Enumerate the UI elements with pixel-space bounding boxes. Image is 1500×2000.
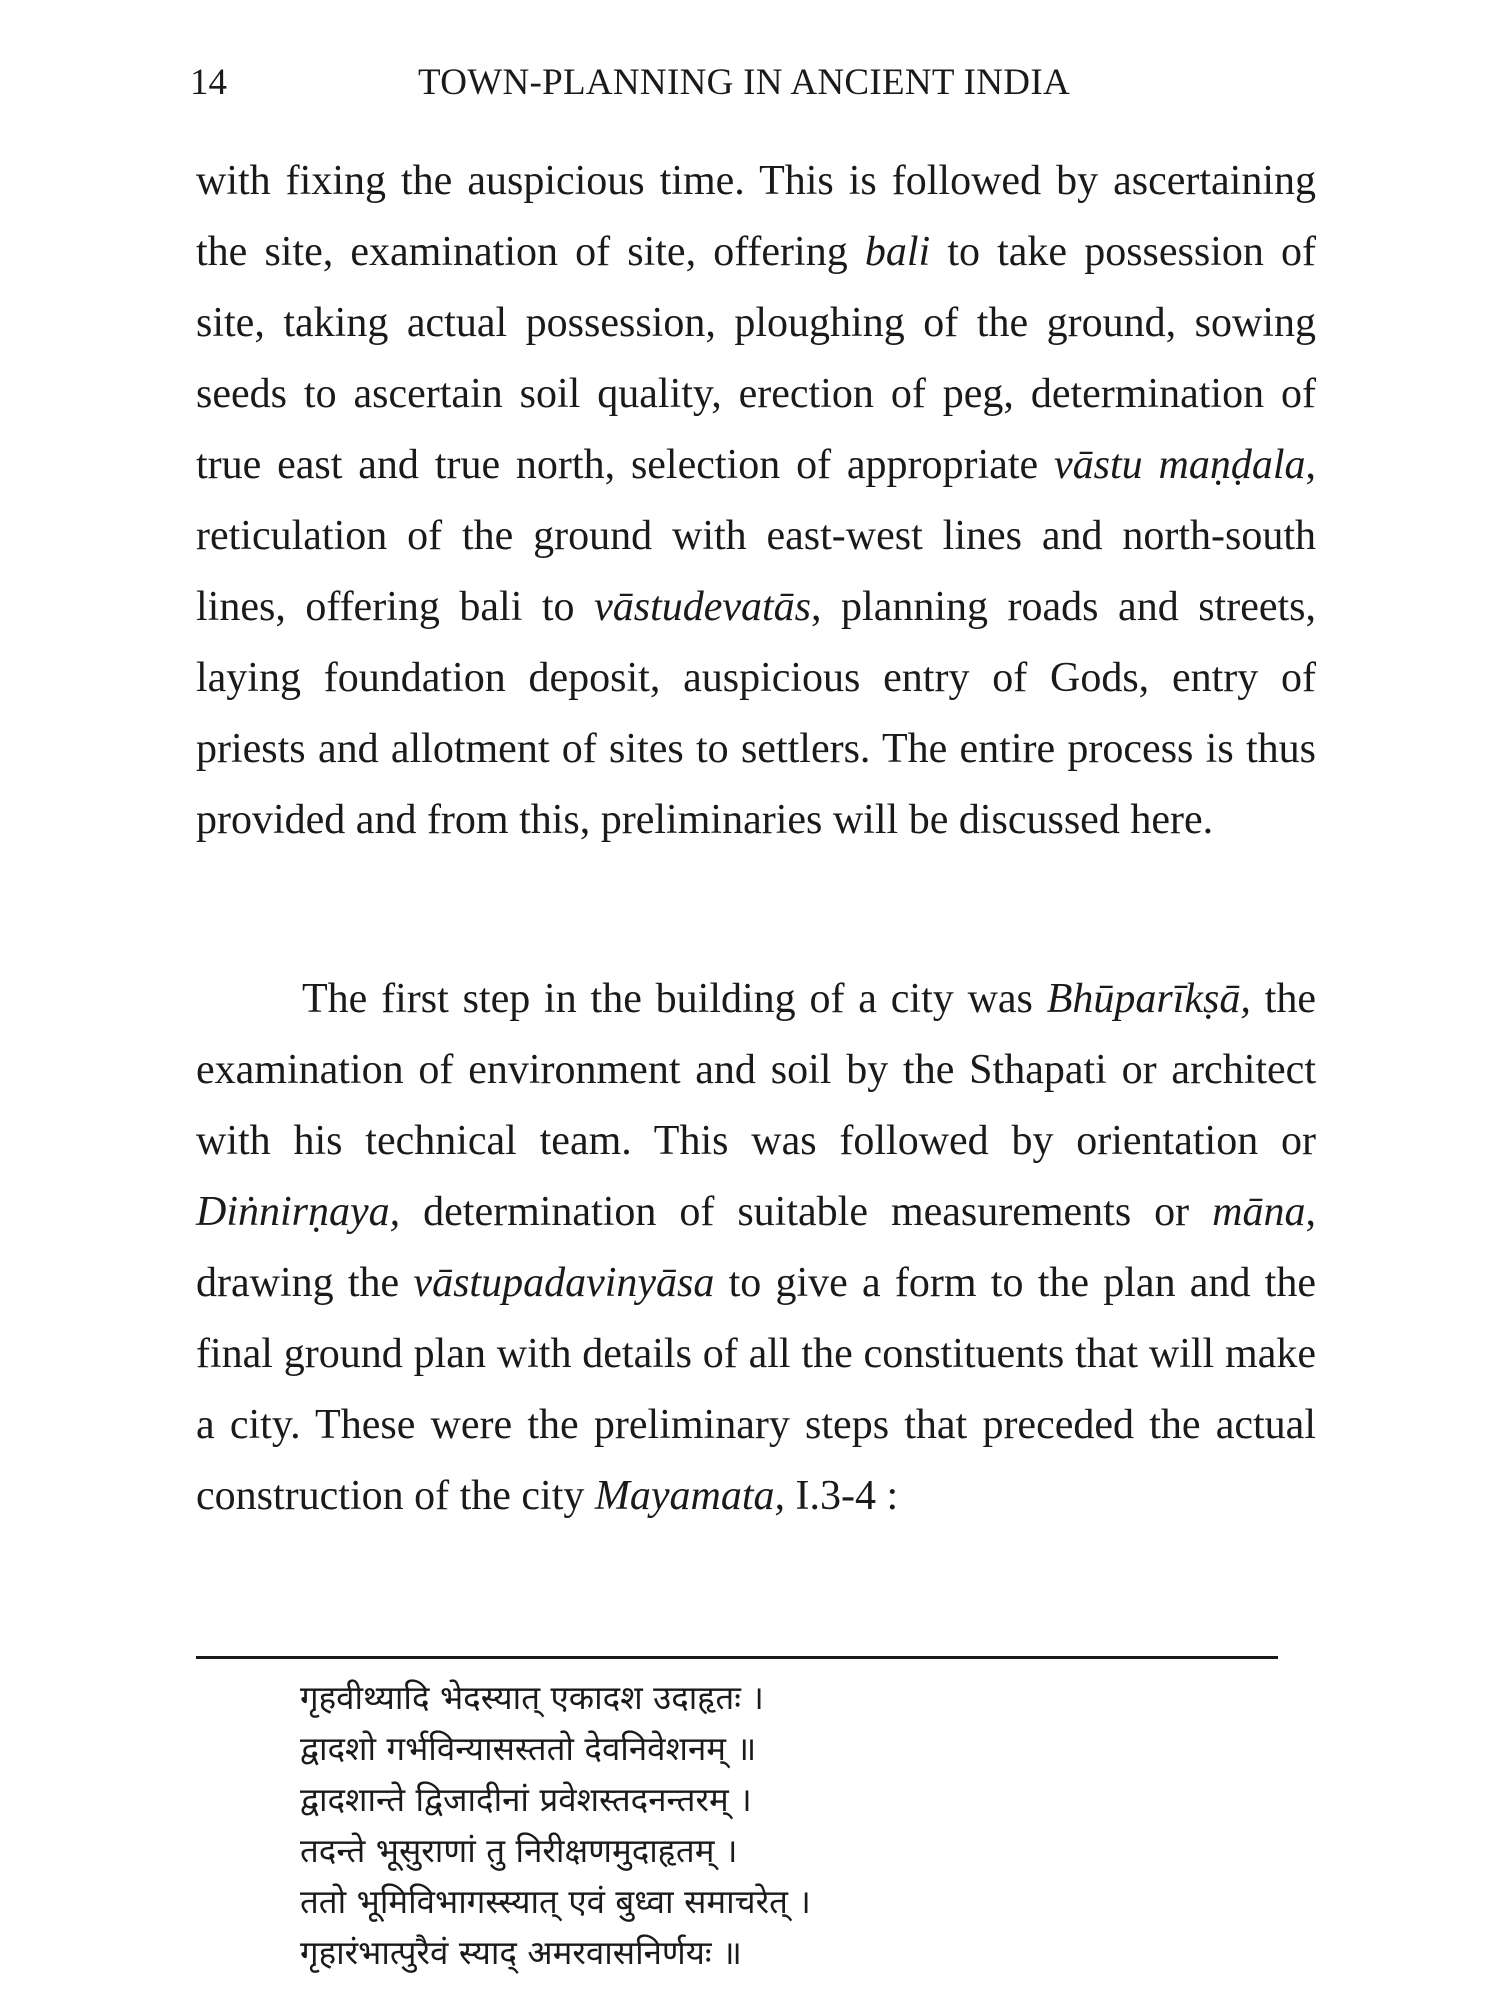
verse-line: गृहवीथ्यादि भेदस्यात् एकादश उदाहृतः ।: [300, 1678, 764, 1717]
sanskrit-verse: [300, 1672, 1200, 1978]
page-header: [190, 58, 1320, 108]
paragraph-2-text: determination of suitable measurements or: [400, 1189, 1213, 1235]
paragraph-2-text: I.3-4 :: [785, 1473, 899, 1519]
paragraph-1-italic-term: bali: [864, 229, 931, 275]
paragraph-1-text: , planning roads and streets, laying foundation deposit, auspicious entry of Gods, entry of priests and allotment of sites to settlers. The entire process is thus provided and from this, preliminaries will be discussed here.: [196, 584, 1317, 843]
paragraph-1-text: to take possession of site, taking actual possession, ploughing of the ground, sowing seeds to ascertain soil quality, erection of peg, determination of true east and true north, selection of appropriate: [196, 229, 1317, 488]
running-head: TOWN-PLANNING IN ANCIENT INDIA: [418, 62, 1070, 103]
paragraph-2-italic-term: Bhūparīkṣā,: [1046, 976, 1251, 1022]
verse-line: ततो भूमिविभागस्स्यात् एवं बुध्वा समाचरेत् ।: [300, 1882, 811, 1921]
paragraph-2-italic-term: Diṅnirṇaya,: [196, 1189, 401, 1235]
verse-line: द्वादशान्ते द्विजादीनां प्रवेशस्तदनन्तरम् ।: [300, 1780, 752, 1819]
paragraph-2-italic-term: vāstupadavinyāsa: [413, 1260, 715, 1306]
paragraph-2: [196, 964, 1316, 1532]
paragraph-1-text: with fixing the auspicious time. This is followed by ascertaining the site, examination of site, offering: [196, 158, 1316, 275]
page-number: 14: [190, 62, 227, 103]
paragraph-2-italic-term: māna: [1212, 1189, 1306, 1235]
paragraph-2-text: to give a form to the plan and the final ground plan with details of all the constituents that will make a city. These were the preliminary steps that preceded the actual construction of the city: [196, 1260, 1316, 1519]
verse-line: द्वादशो गर्भविन्यासस्ततो देवनिवेशनम् ॥: [300, 1729, 757, 1768]
verse-line: गृहारंभात्पुरैवं स्याद् अमरवासनिर्णयः ॥: [300, 1933, 742, 1972]
footnote-divider: [196, 1656, 1278, 1659]
paragraph-2-text: The first step in the building of a city was: [302, 976, 1047, 1022]
paragraph-1-italic-term: vāstu maṇḍala: [1054, 442, 1306, 488]
paragraph-1-italic-term: vāstudevatās: [594, 584, 812, 630]
paragraph-1: [196, 146, 1316, 856]
verse-line: तदन्ते भूसुराणां तु निरीक्षणमुदाहृतम् ।: [300, 1831, 738, 1870]
paragraph-2-text: , drawing the: [196, 1189, 1316, 1306]
paragraph-2-italic-term: Mayamata,: [594, 1473, 786, 1519]
paragraph-1-text: , reticulation of the ground with east-west lines and north-south lines, offering bali to: [196, 442, 1317, 630]
paragraph-2-text: the examination of environment and soil by the Sthapati or architect with his technical team. This was followed by orientation or: [196, 976, 1316, 1164]
